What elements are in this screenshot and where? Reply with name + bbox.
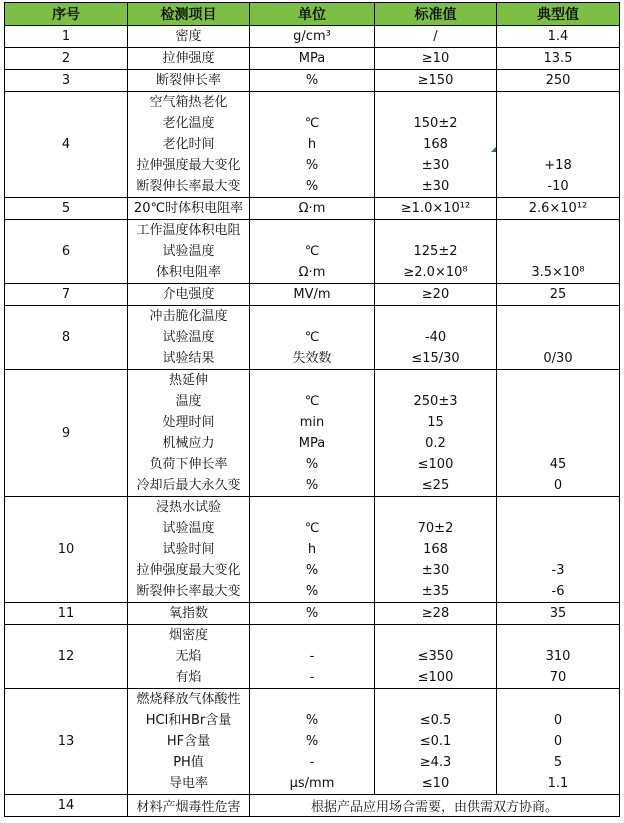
- typical-line: 25: [549, 287, 567, 302]
- unit-line: h: [307, 137, 317, 152]
- item-line: 冲击脆化温度: [149, 309, 228, 324]
- table-row: [5, 70, 620, 92]
- standard-line: ≤100: [417, 670, 454, 685]
- standard-cell: [375, 689, 497, 795]
- table-body: [5, 26, 620, 817]
- standard-line: /: [433, 29, 438, 44]
- item-line: 试验温度: [162, 330, 215, 345]
- typical-line: [497, 689, 619, 710]
- row-number: 14: [5, 795, 128, 817]
- unit-cell: [250, 92, 375, 198]
- standard-line: 70±2: [417, 521, 454, 536]
- header-standard: 标准值: [375, 3, 497, 26]
- typical-line: 0: [553, 734, 563, 749]
- table-row: [5, 603, 620, 625]
- typical-line: [497, 497, 619, 518]
- item-line: 断裂伸长率: [155, 73, 221, 88]
- typical-line: +18: [544, 158, 572, 173]
- unit-line: %: [305, 457, 319, 472]
- standard-line: ≥10: [421, 51, 450, 66]
- standard-line: ±30: [421, 158, 450, 173]
- header-unit: 单位: [250, 3, 375, 26]
- unit-line: h: [307, 542, 317, 557]
- unit-line: MPa: [298, 436, 326, 451]
- table-row: [5, 497, 620, 603]
- unit-line: %: [305, 73, 319, 88]
- typical-line: 0: [553, 713, 563, 728]
- unit-line: Ω·m: [298, 265, 326, 280]
- typical-line: [497, 241, 619, 262]
- typical-line: 5: [553, 755, 563, 770]
- row-number: 11: [5, 603, 128, 625]
- typical-line: [497, 625, 619, 646]
- unit-line: [250, 689, 374, 710]
- unit-line: [250, 497, 374, 518]
- item-line: 体积电阻率: [155, 265, 221, 280]
- typical-line: 0/30: [543, 351, 573, 366]
- item-line: 老化时间: [162, 137, 215, 152]
- typical-line: [497, 134, 619, 155]
- unit-line: %: [305, 584, 319, 599]
- table-row: [5, 306, 620, 370]
- unit-line: ℃: [304, 394, 320, 409]
- unit-line: MV/m: [293, 287, 331, 302]
- item-cell: [128, 603, 250, 625]
- header-row: [5, 3, 620, 26]
- row-number: 13: [5, 689, 128, 795]
- standard-cell: [375, 92, 497, 198]
- typical-line: 250: [545, 73, 571, 88]
- standard-line: ≥20: [421, 287, 450, 302]
- unit-cell: [250, 370, 375, 497]
- item-line: 有焰: [175, 670, 202, 685]
- standard-line: [375, 689, 496, 710]
- typical-cell: [497, 48, 620, 70]
- unit-line: -: [309, 649, 315, 664]
- table-row: [5, 284, 620, 306]
- item-line: 老化温度: [162, 116, 215, 131]
- standard-line: 250±3: [413, 394, 458, 409]
- unit-line: 失效数: [292, 351, 332, 366]
- standard-cell: [375, 625, 497, 689]
- standard-line: ±35: [421, 584, 450, 599]
- standard-line: ≥2.0×10⁸: [403, 265, 468, 280]
- unit-cell: [250, 220, 375, 284]
- standard-line: ≥4.3: [419, 755, 452, 770]
- unit-line: [250, 220, 374, 241]
- standard-cell: [375, 284, 497, 306]
- unit-line: [250, 92, 374, 113]
- standard-line: ≤10: [421, 776, 450, 791]
- typical-line: [497, 539, 619, 560]
- table-row: [5, 689, 620, 795]
- standard-line: ≤25: [421, 478, 450, 493]
- standard-line: ≤0.5: [419, 713, 452, 728]
- typical-line: 2.6×10¹²: [528, 201, 588, 216]
- table-row-last: [5, 795, 620, 817]
- item-line: 拉伸强度最大变化: [136, 563, 241, 578]
- standard-cell: [375, 603, 497, 625]
- row-number: 6: [5, 220, 128, 284]
- standard-line: 0.2: [425, 436, 446, 451]
- item-line: 处理时间: [162, 415, 215, 430]
- item-line: 介电强度: [162, 287, 215, 302]
- unit-line: %: [305, 563, 319, 578]
- typical-line: [497, 518, 619, 539]
- item-line: 工作温度体积电阻: [136, 223, 241, 238]
- unit-line: g/cm³: [293, 29, 331, 44]
- typical-line: 1.4: [547, 29, 569, 44]
- standard-line: ≥28: [421, 606, 450, 621]
- typical-line: -10: [547, 179, 569, 194]
- item-line: HCl和HBr含量: [145, 713, 232, 728]
- unit-cell: [250, 306, 375, 370]
- typical-line: [497, 370, 619, 391]
- item-line: 负荷下伸长率: [149, 457, 228, 472]
- item-line: 试验结果: [162, 351, 215, 366]
- typical-cell: [497, 370, 620, 497]
- header-item: 检测项目: [128, 3, 250, 26]
- item-line: HF含量: [166, 734, 211, 749]
- unit-cell: [250, 603, 375, 625]
- row-number: 5: [5, 198, 128, 220]
- typical-line: -3: [551, 563, 565, 578]
- row-number: 12: [5, 625, 128, 689]
- typical-cell: [497, 603, 620, 625]
- standard-line: 168: [423, 542, 448, 557]
- item-cell: [128, 70, 250, 92]
- unit-line: μs/mm: [289, 776, 335, 791]
- standard-cell: [375, 26, 497, 48]
- unit-cell: [250, 625, 375, 689]
- row-number: 8: [5, 306, 128, 370]
- item-cell: [128, 220, 250, 284]
- item-line: 试验时间: [162, 542, 215, 557]
- item-line: 导电率: [168, 776, 208, 791]
- unit-line: Ω·m: [298, 201, 326, 216]
- typical-line: 0: [553, 478, 563, 493]
- typical-line: [497, 220, 619, 241]
- standard-line: ≤0.1: [419, 734, 452, 749]
- typical-cell: [497, 92, 620, 198]
- row-number: 10: [5, 497, 128, 603]
- item-line: 冷却后最大永久变: [136, 478, 241, 493]
- typical-line: [497, 391, 619, 412]
- row-number: 3: [5, 70, 128, 92]
- item-cell: [128, 198, 250, 220]
- table-row: [5, 220, 620, 284]
- standard-cell: [375, 497, 497, 603]
- item-line: 温度: [175, 394, 202, 409]
- unit-line: %: [305, 734, 319, 749]
- unit-cell: [250, 70, 375, 92]
- table-row: [5, 625, 620, 689]
- cell-marker: [491, 147, 496, 152]
- typical-line: [497, 433, 619, 454]
- unit-line: -: [309, 755, 315, 770]
- typical-line: 1.1: [547, 776, 569, 791]
- row-number: 1: [5, 26, 128, 48]
- row-number: 2: [5, 48, 128, 70]
- unit-line: ℃: [304, 330, 320, 345]
- unit-cell: [250, 198, 375, 220]
- item-line: 20℃时体积电阻率: [133, 201, 244, 216]
- standard-cell: [375, 220, 497, 284]
- standard-line: [375, 220, 496, 241]
- typical-cell: [497, 198, 620, 220]
- standard-line: [375, 306, 496, 327]
- item-line: 断裂伸长率最大变: [136, 584, 241, 599]
- row-number: 7: [5, 284, 128, 306]
- standard-line: ±30: [421, 563, 450, 578]
- standard-line: [375, 625, 496, 646]
- item-line: 无焰: [175, 649, 202, 664]
- table-row: [5, 48, 620, 70]
- typical-cell: [497, 26, 620, 48]
- item-cell: [128, 370, 250, 497]
- item-line: 机械应力: [162, 436, 215, 451]
- typical-line: [497, 92, 619, 113]
- typical-line: 13.5: [543, 51, 573, 66]
- standard-line: [375, 497, 496, 518]
- unit-line: MPa: [298, 51, 326, 66]
- item-line: 试验温度: [162, 521, 215, 536]
- item-cell: [128, 284, 250, 306]
- standard-cell: [375, 48, 497, 70]
- typical-cell: [497, 284, 620, 306]
- typical-cell: [497, 625, 620, 689]
- item-line: 燃烧释放气体酸性: [136, 692, 241, 707]
- unit-line: [250, 306, 374, 327]
- standard-line: ±30: [421, 179, 450, 194]
- row-number: 4: [5, 92, 128, 198]
- unit-line: -: [309, 670, 315, 685]
- standard-cell: [375, 306, 497, 370]
- unit-line: %: [305, 158, 319, 173]
- unit-line: ℃: [304, 116, 320, 131]
- standard-line: 125±2: [413, 244, 458, 259]
- item-cell: [128, 689, 250, 795]
- typical-line: 70: [549, 670, 567, 685]
- typical-cell: [497, 70, 620, 92]
- table-row: [5, 370, 620, 497]
- unit-line: [250, 625, 374, 646]
- standard-line: ≤15/30: [411, 351, 460, 366]
- standard-line: 150±2: [413, 116, 458, 131]
- standard-line: -40: [424, 330, 447, 345]
- item-line: 断裂伸长率最大变: [136, 179, 241, 194]
- standard-cell: [375, 370, 497, 497]
- typical-line: [497, 412, 619, 433]
- unit-line: %: [305, 179, 319, 194]
- agreement-note: 根据产品应用场合需要，由供需双方协商。: [250, 795, 620, 817]
- item-cell: [128, 625, 250, 689]
- unit-line: %: [305, 478, 319, 493]
- unit-cell: [250, 689, 375, 795]
- typical-line: 35: [549, 606, 567, 621]
- unit-cell: [250, 26, 375, 48]
- item-line: 空气箱热老化: [149, 95, 228, 110]
- unit-cell: [250, 284, 375, 306]
- unit-line: ℃: [304, 521, 320, 536]
- unit-line: min: [299, 415, 325, 430]
- item-cell: [128, 497, 250, 603]
- standard-line: ≥1.0×10¹²: [400, 201, 471, 216]
- unit-line: %: [305, 606, 319, 621]
- table-row: [5, 26, 620, 48]
- standard-line: ≥150: [417, 73, 454, 88]
- typical-line: [497, 327, 619, 348]
- typical-cell: [497, 689, 620, 795]
- standard-cell: [375, 70, 497, 92]
- standard-line: ≤350: [417, 649, 454, 664]
- unit-line: ℃: [304, 244, 320, 259]
- item-cell: [128, 48, 250, 70]
- typical-line: 45: [549, 457, 567, 472]
- table-row: [5, 92, 620, 198]
- item-line: 拉伸强度: [162, 51, 215, 66]
- item-line: 烟密度: [168, 628, 208, 643]
- item-line: 密度: [175, 29, 202, 44]
- typical-line: 310: [545, 649, 571, 664]
- unit-line: [250, 370, 374, 391]
- item-cell: [128, 306, 250, 370]
- item-line: PH值: [173, 755, 204, 770]
- table-row: [5, 198, 620, 220]
- typical-cell: [497, 220, 620, 284]
- item-line: 试验温度: [162, 244, 215, 259]
- spec-table: [4, 2, 620, 817]
- standard-cell: [375, 198, 497, 220]
- typical-cell: [497, 497, 620, 603]
- item-line: 拉伸强度最大变化: [136, 158, 241, 173]
- standard-line: [375, 370, 496, 391]
- item-line: 浸热水试验: [155, 500, 221, 515]
- typical-line: 3.5×10⁸: [531, 265, 585, 280]
- unit-line: %: [305, 713, 319, 728]
- header-typical: 典型值: [497, 3, 620, 26]
- standard-line: [375, 92, 496, 113]
- typical-line: [497, 113, 619, 134]
- standard-line: 15: [427, 415, 444, 430]
- typical-line: -6: [551, 584, 565, 599]
- item-cell: 材料产烟毒性危害: [128, 795, 250, 817]
- standard-line: ≤100: [417, 457, 454, 472]
- item-cell: [128, 26, 250, 48]
- item-cell: [128, 92, 250, 198]
- item-line: 热延伸: [168, 373, 208, 388]
- item-line: 氧指数: [168, 606, 208, 621]
- unit-cell: [250, 497, 375, 603]
- typical-line: [497, 306, 619, 327]
- row-number: 9: [5, 370, 128, 497]
- typical-cell: [497, 306, 620, 370]
- header-no: 序号: [5, 3, 128, 26]
- unit-cell: [250, 48, 375, 70]
- standard-line: 168: [423, 137, 448, 152]
